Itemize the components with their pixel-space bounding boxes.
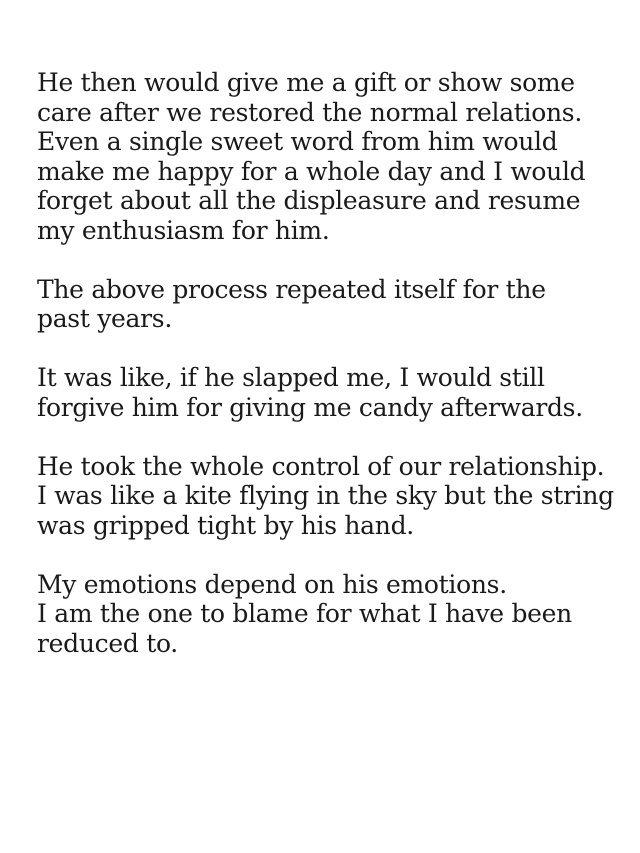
text-line: I am the one to blame for what I have been xyxy=(37,599,572,628)
text-line: forgive him for giving me candy afterwards. xyxy=(37,392,583,422)
paragraph xyxy=(37,363,627,422)
paragraph xyxy=(37,570,627,659)
paragraph xyxy=(37,68,627,245)
text-line: Even a single sweet word from him would xyxy=(37,127,558,156)
paragraph xyxy=(37,452,627,541)
text-line: was gripped tight by his hand. xyxy=(37,510,414,540)
text-line: reduced to. xyxy=(37,628,178,658)
text-line: forget about all the displeasure and resume xyxy=(37,186,581,215)
text-line: make me happy for a whole day and I would xyxy=(37,156,586,186)
text-line: past years. xyxy=(37,304,172,333)
text-line: my enthusiasm for him. xyxy=(37,215,330,245)
paragraph xyxy=(37,275,627,334)
text-line: He took the whole control of our relationship. xyxy=(37,451,605,481)
text-line: The above process repeated itself for the xyxy=(37,274,546,304)
text-line: My emotions depend on his emotions. xyxy=(37,569,507,599)
text-line: care after we restored the normal relations. xyxy=(37,97,582,127)
text-line: I was like a kite flying in the sky but the string xyxy=(37,481,614,510)
text-line: It was like, if he slapped me, I would still xyxy=(37,363,545,392)
document-body xyxy=(37,68,627,688)
text-line: He then would give me a gift or show some xyxy=(37,68,575,97)
